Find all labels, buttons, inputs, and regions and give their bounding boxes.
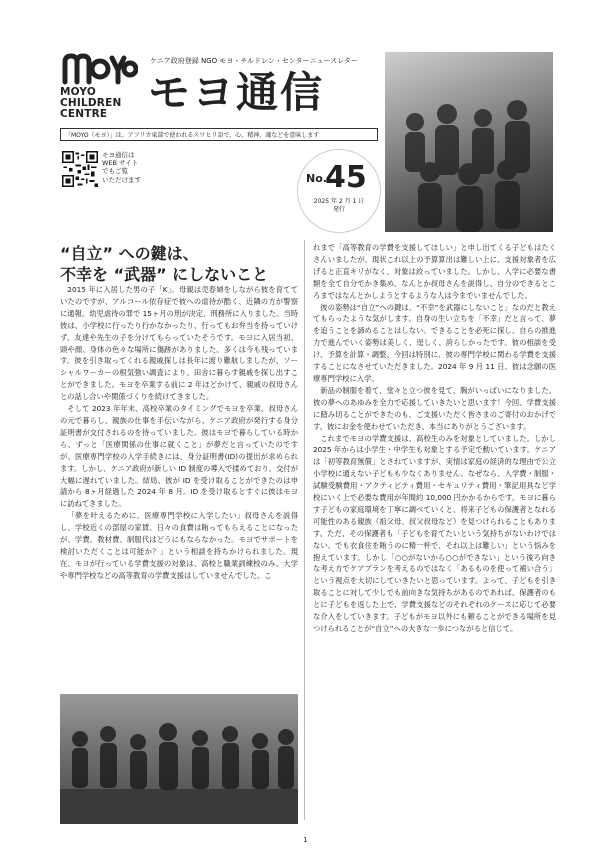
- org-name-line3: CENTRE: [60, 108, 108, 120]
- qr-caption: [102, 151, 172, 184]
- qr-caption-line: WEB サイト: [102, 159, 139, 168]
- article-headline: [60, 243, 268, 285]
- issue-number: 45: [325, 160, 367, 195]
- photo-silhouettes: [60, 694, 298, 824]
- article-paragraph: 「夢を叶えるために、医療専門学校に入学したい」叔母さんを説得し、学校近くの部屋の家賃、日々の食費は賄ってもらえることになったが、学費、教材費、制服代はどうにもならなかった。モヨでサポートを検討いただくことは可能か？」という相談を持ちかけられました。現在、モヨが行っている学費支援の対象は、高校と職業訓練校のみ。大学や専門学校などの高等教育の学費支援はしていませんでした。こ: [60, 511, 298, 580]
- newsletter-tagline: ケニア政府登録 NGO モヨ・チルドレン・センターニュースレター: [150, 57, 358, 65]
- article-paragraph: そして 2023 年年末、高校卒業のタイミングでモヨを卒業、叔母さんの元で暮らし、親族の仕事を手伝いながら、ケニア政府が発行する身分証明書が交付されるのを待っていました。彼はモヨで暮らしている時から、ずっと「医療関係の仕事に就くこと」が夢だと言っていたのですが、医療専門学校の入学手続きには、身分証明書(ID)の提出が求められます。しかし、ケニア政府が新しい ID 制度の導入で揉めており、交付が大幅に遅れていました。結局、彼が ID を受け取ることができたのは申請から 8ヶ月経過した 2024 年 8 月。ID を受け取るとすぐに彼はモヨに訪ねてきました。: [60, 404, 298, 509]
- article-column-left: [60, 284, 298, 582]
- article-paragraph: 新品の制服を着て、堂々と立つ彼を見て、胸がいっぱいになりました。彼の夢へのあゆみを全力で応援していきたいと思います！今回、学費支援に踏み切ることができたのも、ご支援いただく皆さまのご寄付のおかげです。彼にお金を使わせていただき、本当にありがとうございます。: [313, 385, 556, 431]
- qr-caption-line: モヨ通信は: [102, 151, 135, 159]
- article-paragraph: これまでモヨの学費支援は、高校生のみを対象としていました。しかし 2025 年からは小学生・中学生も対象とする予定で動いています。ケニアは「初等教育無償」とされていますが、実情は家庭の経済的な理由で公立小学校に通えない子どもも少なくありません。なぜなら、入学費・制服・試験受験費用・アクティビティ費用・セキュリティ費用・筆記用具など学校にいく上で必要な費用が年間約 10,000 円かかるからです。モヨに暮らす子どもの家庭環境を丁寧に調べていくと、将来子どもの保護者となれる可能性のある親族（祖父母、叔父叔母など）を見つけられることもあります。ただ、その保護者も「子どもを育てたいという気持ちがないわけではない、でも衣食住を賄うのに精一杯で、それ以上は難しい」という悩みを抱えています。しかし「○○がないから○○ができない」という後ろ向きな考え方でケアプランを考えるのではなく「あるものを使って補い合う」という視点を大切にしていきたいと思っています。よって、子どもを引き取ることに対して少しでも前向きな気持ちがあるのであれば、保護者のもとに子どもを返した上で、学費支援などのそれぞれのケースに応じて必要な介入をしていきます。子どもがモヨ以外にも頼ることができる場所を見つけられることが“自立”への大きな一歩につながると信じて。: [313, 433, 556, 633]
- article-paragraph: 2015 年に入居した男の子「K」。母親は売春婦をしながら彼を育てていたのですが、アルコール依存症で彼への虐待が酷く、近隣の方が警察に通報。幼児虐待の罪で 15ヶ月の刑が決定、刑務所に入りました。当時彼は、小学校に行ったり行かなかったり、行ってもお弁当を持っていけず、友達や先生の子を分けてもらっていたそうです。モヨに入居当初、頭や顔、身体の色々な場所に傷跡がありました。多くは今も残っています。彼を引き取ってくれる親戚探しは長年に渡り難航しましたが、ソーシャルワーカーの根気強い調査により、田舎に暮らす親戚を探し出すことができました。モヨを卒業する前に 2 年ほどかけて、親戚の叔母さんとの話し合いや関係づくりを続けてきました。: [60, 285, 298, 402]
- issue-date-line: 2025 年 2 月 1 日: [313, 198, 365, 205]
- org-name-line2: CHILDREN: [60, 97, 122, 109]
- newsletter-title: モヨ通信: [148, 68, 325, 117]
- qr-caption-line: でもご覧: [102, 167, 128, 176]
- org-name: [60, 87, 121, 120]
- article-paragraph: れまで「高等教育の学費を支援してほしい」と申し出てくる子どもはたくさんいましたが、現状これ以上の予算算出は難しい上に、支援対象者を広げると正直キリがなく、対象は絞っていました。しかし、入学に必要な書類を全て自分でかき集め、なんとか叔母さんを説得し、自分のできるところまではなんとかしようとするような人は今までいませんでした。: [313, 243, 556, 300]
- headline-line: “自立” への鍵は、: [60, 244, 199, 263]
- moyo-meaning-banner: 「MOYO（モヨ）」は、アフリカ東部で使われるスワヒリ語で、心、精神、魂などを意味します: [60, 128, 378, 141]
- article-column-right: [313, 242, 556, 635]
- column-divider: [304, 240, 305, 820]
- children-group-photo: [385, 52, 553, 232]
- page-number: 1: [303, 836, 308, 844]
- qr-code[interactable]: [62, 151, 98, 187]
- article-paragraph: 彼の姿勢は“自立”への鍵は、“不幸”を武器にしないこと」なのだと教えてもらったような気がします。自身の生い立ちを「不幸」だと言って、夢を追うことを諦めることはしない。できることを必死に探し、自らの推進力で進んでいく姿勢は美しく、逞しく、誇らしかったです。彼の相談を受け、予算を計算・調整。今回は特別に、彼の専門学校に関わる学費を支援することになさせていただきました。2024 年 9 月 11 日、彼は念願の医療専門学校に入学。: [313, 302, 556, 383]
- photo-silhouettes: [385, 52, 553, 232]
- headline-line: 不幸を “武器” にしないこと: [60, 265, 269, 284]
- issue-date-line: 発行: [332, 206, 345, 213]
- org-name-line1: MOYO: [60, 86, 96, 98]
- qr-caption-line: いただけます: [102, 175, 141, 184]
- issue-date: [313, 198, 365, 214]
- issue-prefix: No.: [306, 172, 327, 185]
- moyo-logo: [60, 50, 138, 86]
- children-outdoor-photo: [60, 694, 298, 824]
